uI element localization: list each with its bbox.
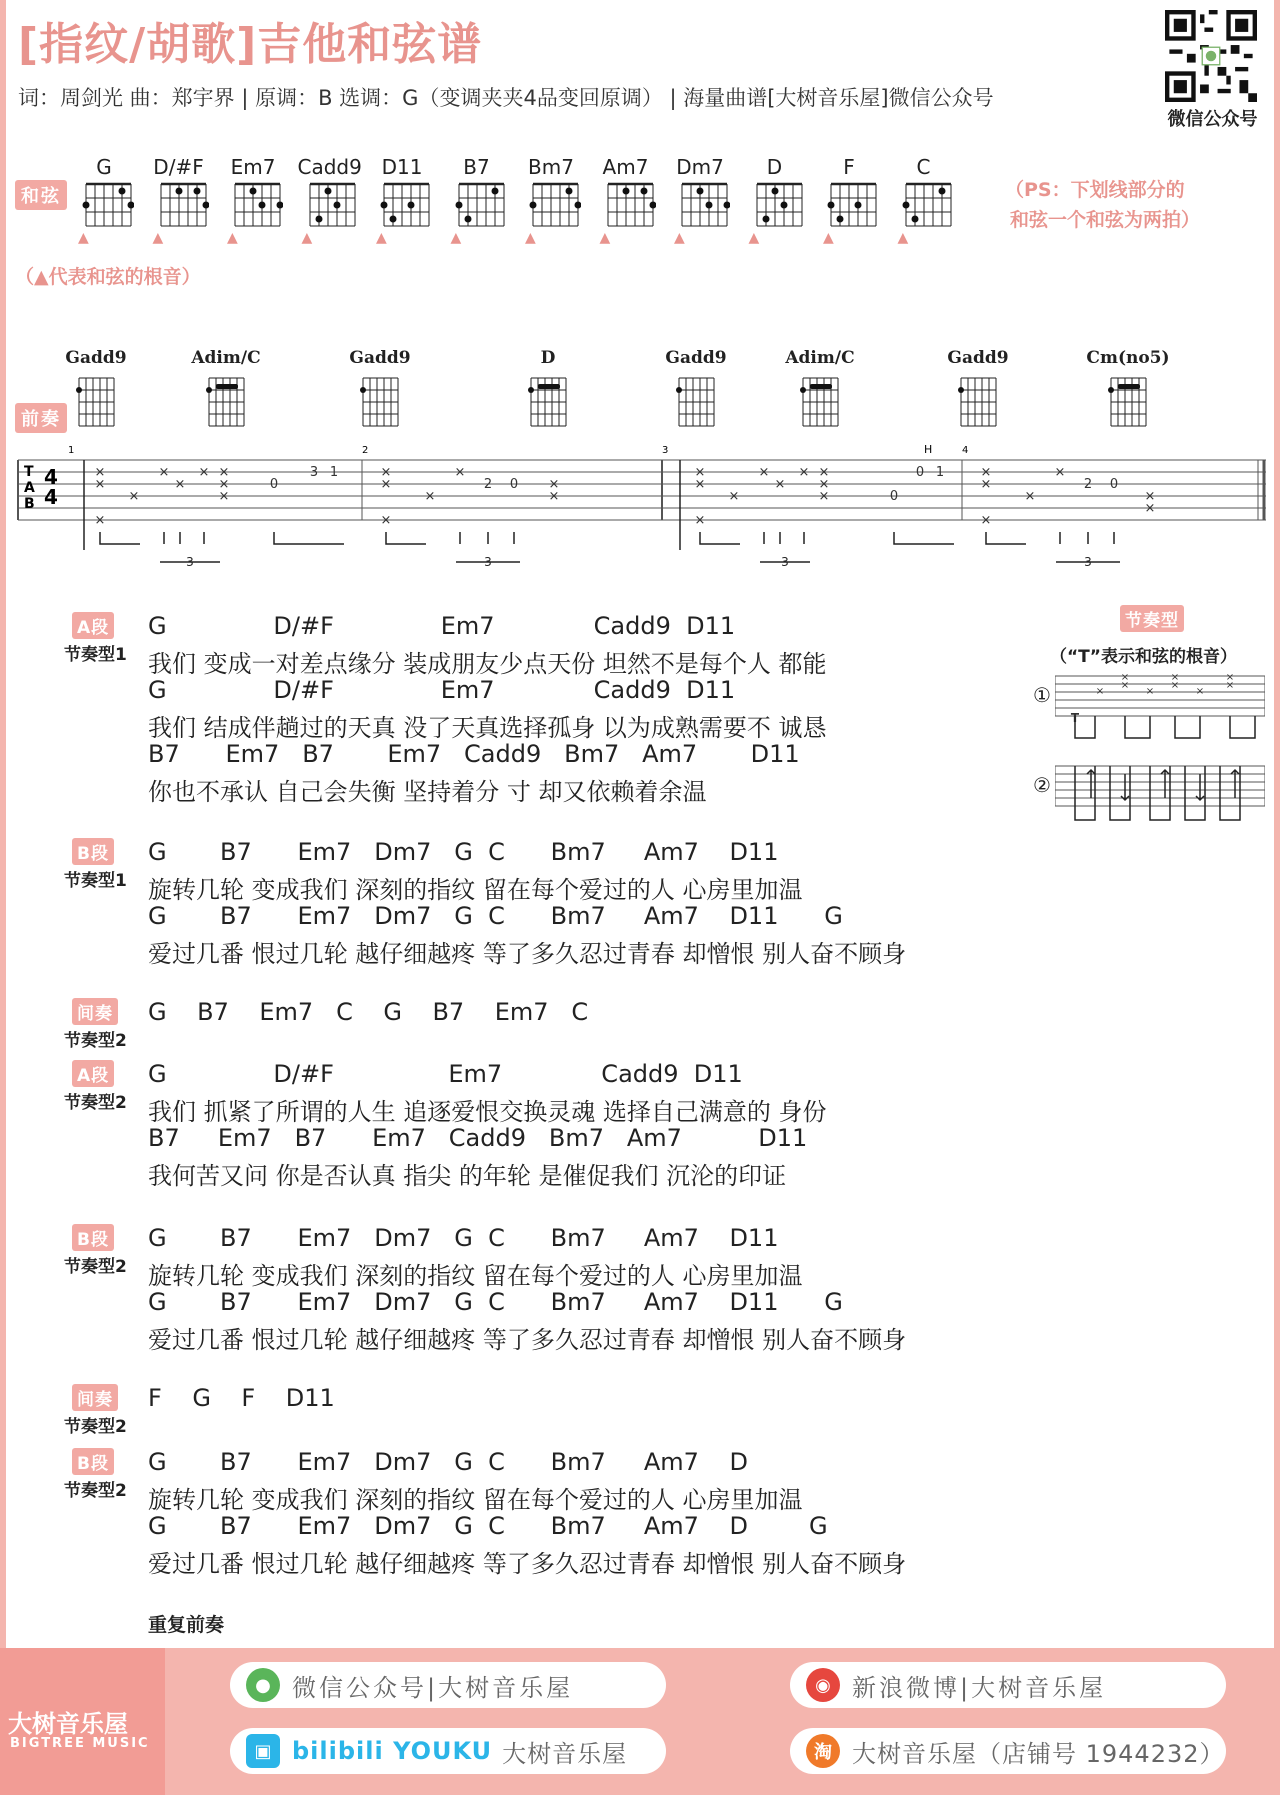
root-marker-icon: ▲ bbox=[525, 230, 536, 246]
footer-video[interactable] bbox=[230, 1728, 666, 1774]
chord-diagram bbox=[529, 180, 581, 230]
section-rhythm: 节奏型1 bbox=[64, 645, 127, 665]
chord-diagram bbox=[455, 180, 507, 230]
root-note-legend: （▲代表和弦的根音） bbox=[15, 266, 201, 288]
section-tag: A段 bbox=[72, 1060, 114, 1087]
root-marker-icon: ▲ bbox=[674, 230, 685, 246]
root-marker-icon: ▲ bbox=[152, 230, 164, 246]
svg-text:×: × bbox=[548, 477, 560, 492]
measure-num-3: 3 bbox=[662, 445, 669, 456]
section-tag: B段 bbox=[72, 1224, 114, 1251]
footer-taobao[interactable] bbox=[790, 1728, 1226, 1774]
svg-text:×: × bbox=[980, 477, 992, 492]
svg-text:×: × bbox=[980, 465, 992, 480]
prelude-chord-diagram bbox=[76, 372, 116, 428]
svg-text:3: 3 bbox=[781, 555, 789, 569]
svg-text:×: × bbox=[818, 477, 830, 492]
chord-line: B7 Em7 B7 Em7 Cadd9 Bm7 Am7 D11 bbox=[148, 740, 800, 768]
rhythm-num-2: ② bbox=[1033, 773, 1051, 797]
section-tag: 间奏 bbox=[72, 998, 118, 1025]
svg-text:×: × bbox=[1170, 680, 1180, 691]
root-marker-icon: ▲ bbox=[227, 230, 238, 246]
rhythm-type-tag: 节奏型 bbox=[1120, 605, 1184, 632]
svg-text:×: × bbox=[1145, 686, 1155, 697]
section-tag: B段 bbox=[72, 838, 114, 865]
prelude-chord-name: Gadd9 bbox=[349, 348, 411, 368]
svg-text:×: × bbox=[694, 477, 706, 492]
prelude-tab-staff bbox=[14, 440, 1270, 580]
prelude-chord-diagram bbox=[800, 372, 840, 428]
svg-text:2: 2 bbox=[1083, 477, 1093, 492]
svg-text:0: 0 bbox=[1109, 477, 1119, 492]
time-sig-top: 4 bbox=[44, 465, 58, 489]
root-marker-icon: ▲ bbox=[376, 230, 387, 246]
footer-logo-en: BIGTREE MUSIC bbox=[10, 1736, 150, 1751]
section-tag: A段 bbox=[72, 612, 114, 639]
rhythm-num-1: ① bbox=[1033, 683, 1051, 707]
svg-text:×: × bbox=[158, 465, 170, 480]
svg-text:×: × bbox=[174, 477, 186, 492]
footer-video-text: 大树音乐屋 bbox=[502, 1739, 628, 1768]
measure-num-1: 1 bbox=[68, 445, 75, 456]
prelude-tag: 前奏 bbox=[15, 403, 67, 433]
svg-text:×: × bbox=[1170, 672, 1180, 683]
chord-line: G B7 Em7 Dm7 G C Bm7 Am7 D11 bbox=[148, 1224, 779, 1252]
svg-text:×: × bbox=[380, 513, 392, 528]
lyric-line: 旋转几轮 变成我们 深刻的指纹 留在每个爱过的人 心房里加温 bbox=[148, 876, 803, 904]
svg-text:×: × bbox=[980, 513, 992, 528]
footer-weibo-text: 新浪微博|大树音乐屋 bbox=[852, 1673, 1107, 1702]
svg-text:×: × bbox=[1144, 489, 1156, 504]
svg-text:3: 3 bbox=[1084, 555, 1092, 569]
chord-name: Bm7 bbox=[528, 155, 574, 179]
svg-text:0: 0 bbox=[269, 477, 279, 492]
chord-name: Am7 bbox=[602, 155, 649, 179]
svg-text:×: × bbox=[774, 477, 786, 492]
page-title: [指纹/胡歌]吉他和弦谱 bbox=[18, 19, 483, 70]
weibo-icon: ◉ bbox=[806, 1668, 840, 1702]
section-rhythm: 节奏型2 bbox=[64, 1093, 127, 1113]
qr-label: 微信公众号 bbox=[1167, 109, 1258, 130]
chord-name: D bbox=[766, 155, 783, 179]
svg-text:×: × bbox=[798, 465, 810, 480]
chord-name: Em7 bbox=[230, 155, 276, 179]
svg-text:×: × bbox=[1120, 680, 1130, 691]
measure-num-2: 2 bbox=[362, 445, 369, 456]
footer-logo-cn: 大树音乐屋 bbox=[8, 1710, 128, 1738]
svg-text:T: T bbox=[1070, 711, 1080, 725]
lyric-line: 爱过几番 恨过几轮 越仔细越疼 等了多久忍过青春 却憎恨 别人奋不顾身 bbox=[148, 1550, 907, 1578]
footer bbox=[0, 1648, 1280, 1795]
svg-text:×: × bbox=[218, 489, 230, 504]
lyric-line: 你也不承认 自己会失衡 坚持着分 寸 却又依赖着余温 bbox=[148, 778, 707, 806]
svg-text:×: × bbox=[1195, 686, 1205, 697]
svg-text:×: × bbox=[694, 513, 706, 528]
chord-ps-line1: （PS：下划线部分的 bbox=[1005, 179, 1185, 201]
measure-num-4: 4 bbox=[962, 445, 969, 456]
repeat-prelude: 重复前奏 bbox=[148, 1614, 225, 1636]
chord-diagram bbox=[306, 180, 358, 230]
time-sig-bottom: 4 bbox=[44, 485, 58, 509]
footer-logo bbox=[0, 1648, 165, 1795]
svg-text:0: 0 bbox=[915, 465, 925, 480]
lyric-line: 我们 变成一对差点缘分 装成朋友少点天份 坦然不是每个人 都能 bbox=[148, 650, 827, 678]
footer-weibo[interactable] bbox=[790, 1662, 1226, 1708]
prelude-chord-name: D bbox=[540, 348, 556, 368]
lyric-line: 旋转几轮 变成我们 深刻的指纹 留在每个爱过的人 心房里加温 bbox=[148, 1262, 803, 1290]
svg-text:×: × bbox=[1120, 672, 1130, 683]
svg-text:3: 3 bbox=[309, 465, 319, 480]
rhythm-root-note: （“T”表示和弦的根音） bbox=[1050, 647, 1237, 667]
svg-text:×: × bbox=[198, 465, 210, 480]
prelude-chord-name: Adim/C bbox=[191, 348, 261, 368]
svg-text:2: 2 bbox=[483, 477, 493, 492]
svg-text:×: × bbox=[1225, 680, 1235, 691]
svg-text:×: × bbox=[818, 465, 830, 480]
lyric-line: 我何苦又问 你是否认真 指尖 的年轮 是催促我们 沉沦的印证 bbox=[148, 1162, 787, 1190]
song-meta: 词：周剑光 曲：郑宇界 | 原调：B 选调：G（变调夹夹4品变回原调） | 海量曲谱[大树音乐屋]微信公众号 bbox=[18, 86, 994, 110]
hammer-on-mark: H bbox=[924, 443, 933, 456]
lyric-line: 爱过几番 恨过几轮 越仔细越疼 等了多久忍过青春 却憎恨 别人奋不顾身 bbox=[148, 940, 907, 968]
root-marker-icon: ▲ bbox=[599, 230, 611, 246]
chord-ps-line2: 和弦一个和弦为两拍） bbox=[1010, 209, 1201, 231]
svg-text:1: 1 bbox=[329, 465, 339, 480]
chord-line: B7 Em7 B7 Em7 Cadd9 Bm7 Am7 D11 bbox=[148, 1124, 808, 1152]
section-rhythm: 节奏型2 bbox=[64, 1481, 127, 1501]
taobao-icon: 淘 bbox=[806, 1734, 840, 1768]
svg-text:×: × bbox=[1054, 465, 1066, 480]
svg-text:×: × bbox=[94, 513, 106, 528]
lyric-line: 我们 结成伴趟过的天真 没了天真选择孤身 以为成熟需要不 诚恳 bbox=[148, 714, 827, 742]
chord-line: G B7 Em7 Dm7 G C Bm7 Am7 D bbox=[148, 1448, 748, 1476]
chord-diagram bbox=[753, 180, 805, 230]
chord-line: G D/#F Em7 Cadd9 D11 bbox=[148, 676, 736, 704]
prelude-chord-name: Gadd9 bbox=[65, 348, 127, 368]
section-rhythm: 节奏型1 bbox=[64, 871, 127, 891]
chord-diagram bbox=[902, 180, 954, 230]
root-marker-icon: ▲ bbox=[823, 230, 834, 246]
root-marker-icon: ▲ bbox=[748, 230, 760, 246]
left-border bbox=[0, 0, 6, 1648]
chord-line: G B7 Em7 Dm7 G C Bm7 Am7 D G bbox=[148, 1512, 828, 1540]
right-border bbox=[1274, 0, 1280, 1648]
chord-line: G B7 Em7 Dm7 G C Bm7 Am7 D11 G bbox=[148, 902, 843, 930]
chord-line: G B7 Em7 Dm7 G C Bm7 Am7 D11 bbox=[148, 838, 779, 866]
section-tag: B段 bbox=[72, 1448, 114, 1475]
footer-taobao-text: 大树音乐屋（店铺号 1944232） bbox=[852, 1739, 1225, 1768]
chord-name: C bbox=[916, 155, 931, 179]
root-marker-icon: ▲ bbox=[78, 230, 89, 246]
footer-wechat-text: 微信公众号|大树音乐屋 bbox=[292, 1673, 574, 1702]
svg-text:×: × bbox=[128, 489, 140, 504]
section-rhythm: 节奏型2 bbox=[64, 1417, 127, 1437]
prelude-chord-name: Gadd9 bbox=[665, 348, 727, 368]
section-rhythm: 节奏型2 bbox=[64, 1031, 127, 1051]
qr-code bbox=[1165, 10, 1257, 102]
prelude-chord-diagram bbox=[360, 372, 400, 428]
footer-video-brands: bilibili YOUKU bbox=[292, 1737, 493, 1765]
svg-text:×: × bbox=[1024, 489, 1036, 504]
prelude-chord-name: Gadd9 bbox=[947, 348, 1009, 368]
wechat-icon: ● bbox=[246, 1668, 280, 1702]
prelude-chord-diagram bbox=[1108, 372, 1148, 428]
prelude-chord-diagram bbox=[958, 372, 998, 428]
section-rhythm: 节奏型2 bbox=[64, 1257, 127, 1277]
chord-line: F G F D11 bbox=[148, 1384, 335, 1412]
chords-tag: 和弦 bbox=[15, 180, 67, 210]
bilibili-icon: ▣ bbox=[246, 1734, 280, 1768]
svg-text:×: × bbox=[694, 465, 706, 480]
chord-name: Cadd9 bbox=[297, 155, 362, 179]
chord-diagram bbox=[678, 180, 730, 230]
prelude-chord-diagram bbox=[676, 372, 716, 428]
chord-line: G B7 Em7 C G B7 Em7 C bbox=[148, 998, 589, 1026]
tab-letter-a: A bbox=[24, 480, 35, 496]
svg-text:3: 3 bbox=[186, 555, 194, 569]
prelude-chord-name: Cm(no5) bbox=[1086, 348, 1170, 368]
svg-text:×: × bbox=[454, 465, 466, 480]
svg-text:×: × bbox=[1144, 501, 1156, 516]
tab-letter-b: B bbox=[24, 496, 35, 512]
lyric-line: 我们 抓紧了所谓的人生 追逐爱恨交换灵魂 选择自己满意的 身份 bbox=[148, 1098, 827, 1126]
svg-text:×: × bbox=[94, 465, 106, 480]
svg-text:0: 0 bbox=[889, 489, 899, 504]
prelude-chord-name: Adim/C bbox=[785, 348, 855, 368]
chord-name: Dm7 bbox=[676, 155, 724, 179]
chord-diagram bbox=[604, 180, 656, 230]
svg-text:×: × bbox=[380, 477, 392, 492]
svg-text:×: × bbox=[818, 489, 830, 504]
lyric-line: 爱过几番 恨过几轮 越仔细越疼 等了多久忍过青春 却憎恨 别人奋不顾身 bbox=[148, 1326, 907, 1354]
svg-text:3: 3 bbox=[484, 555, 492, 569]
chord-diagram bbox=[827, 180, 879, 230]
chord-name: D11 bbox=[381, 155, 423, 179]
chord-diagram bbox=[380, 180, 432, 230]
root-marker-icon: ▲ bbox=[301, 230, 313, 246]
chord-diagram bbox=[157, 180, 209, 230]
prelude-chord-diagram bbox=[528, 372, 568, 428]
chord-diagram bbox=[82, 180, 134, 230]
svg-text:×: × bbox=[1095, 686, 1105, 697]
chord-name: G bbox=[96, 155, 112, 179]
prelude-chord-diagram bbox=[206, 372, 246, 428]
svg-text:×: × bbox=[1225, 672, 1235, 683]
chord-name: D/#F bbox=[153, 155, 204, 179]
chord-name: F bbox=[843, 155, 855, 179]
chord-line: G D/#F Em7 Cadd9 D11 bbox=[148, 1060, 743, 1088]
root-marker-icon: ▲ bbox=[897, 230, 909, 246]
root-marker-icon: ▲ bbox=[450, 230, 462, 246]
lyric-line: 旋转几轮 变成我们 深刻的指纹 留在每个爱过的人 心房里加温 bbox=[148, 1486, 803, 1514]
svg-text:×: × bbox=[424, 489, 436, 504]
chord-line: G B7 Em7 Dm7 G C Bm7 Am7 D11 G bbox=[148, 1288, 843, 1316]
rhythm-pattern-diagram bbox=[1055, 670, 1265, 830]
svg-text:×: × bbox=[218, 477, 230, 492]
svg-text:×: × bbox=[728, 489, 740, 504]
svg-text:×: × bbox=[380, 465, 392, 480]
section-tag: 间奏 bbox=[72, 1384, 118, 1411]
svg-text:×: × bbox=[758, 465, 770, 480]
svg-text:0: 0 bbox=[509, 477, 519, 492]
tab-letter-t: T bbox=[24, 464, 34, 480]
chord-name: B7 bbox=[463, 155, 490, 179]
svg-text:×: × bbox=[548, 489, 560, 504]
chord-diagram bbox=[231, 180, 283, 230]
chord-line: G D/#F Em7 Cadd9 D11 bbox=[148, 612, 736, 640]
svg-text:×: × bbox=[218, 465, 230, 480]
svg-text:1: 1 bbox=[935, 465, 945, 480]
footer-wechat[interactable] bbox=[230, 1662, 666, 1708]
svg-text:×: × bbox=[94, 477, 106, 492]
